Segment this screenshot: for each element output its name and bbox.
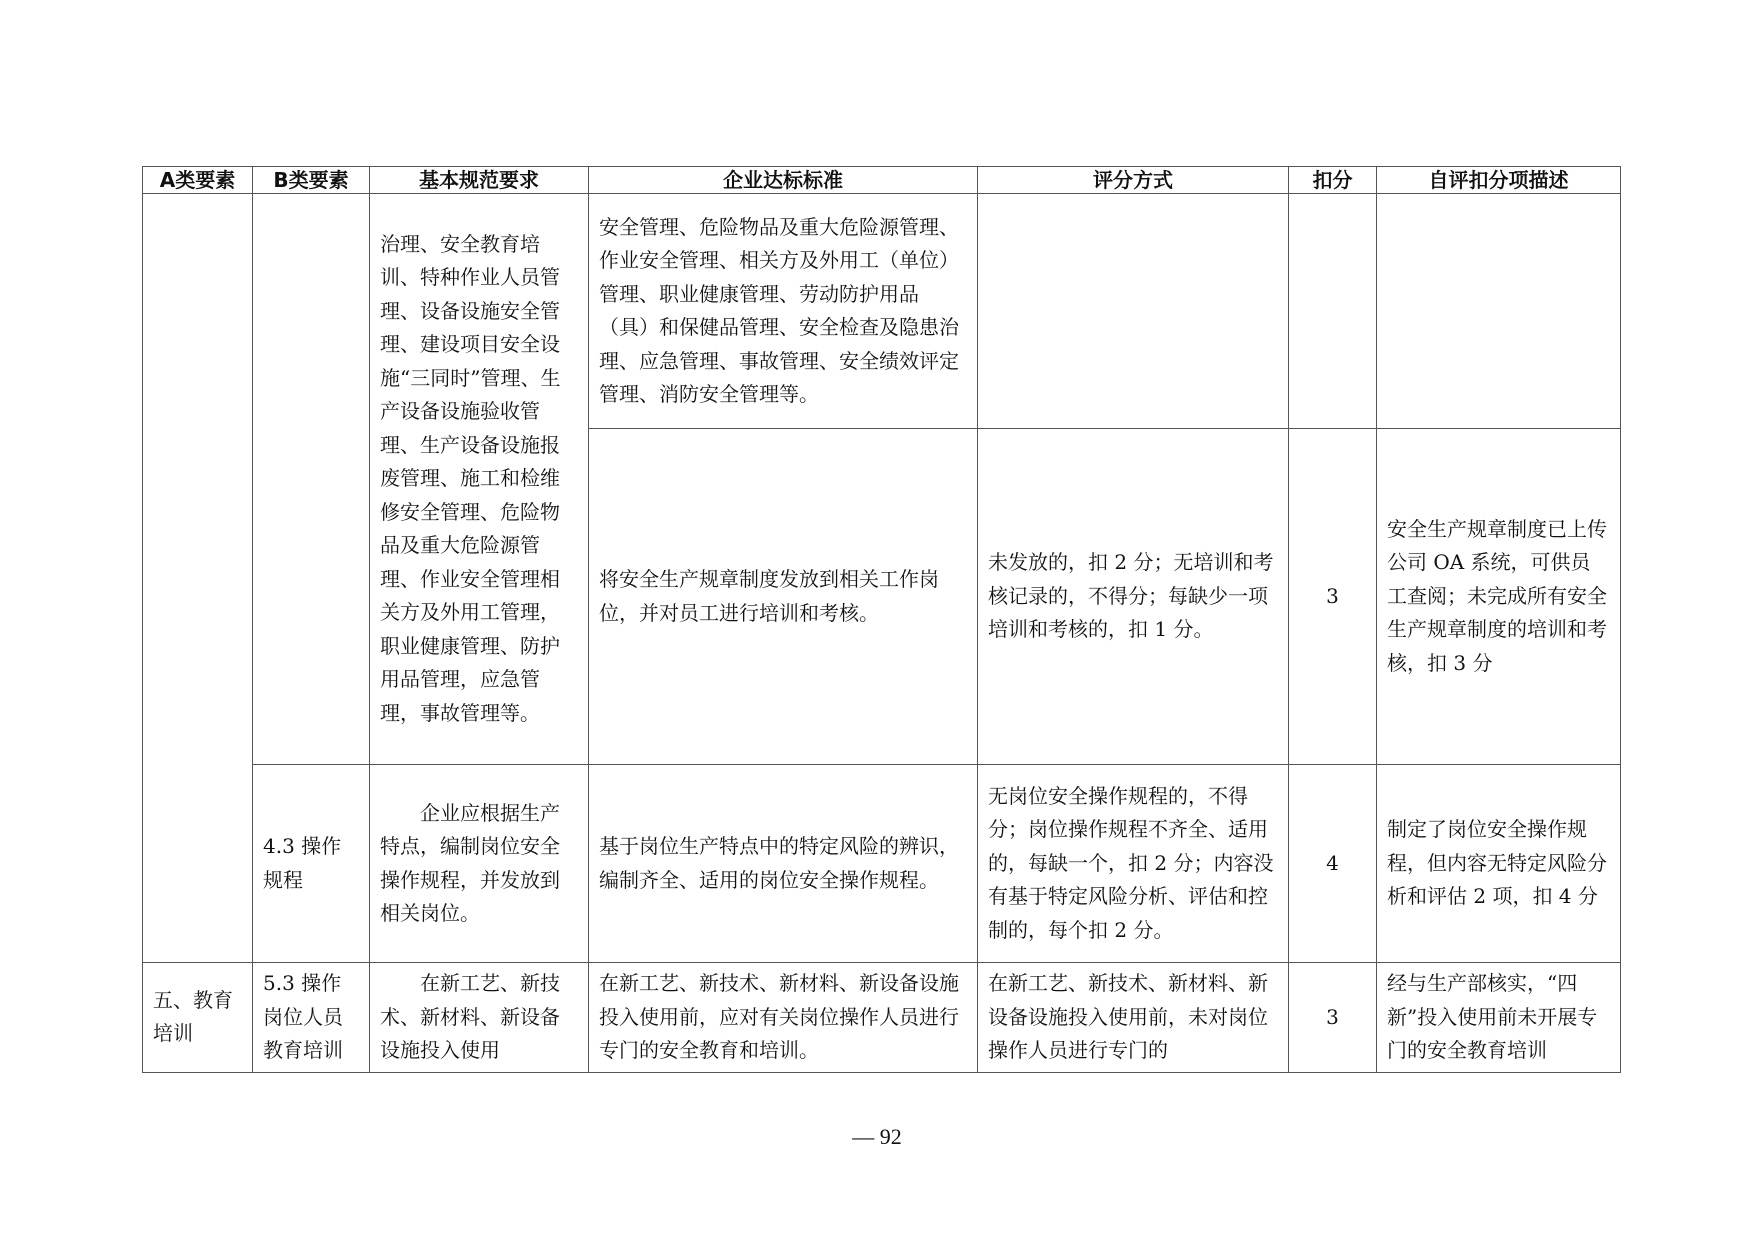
cell-self-assessment (1377, 194, 1621, 429)
cell-a-element-continued (143, 194, 253, 963)
cell-enterprise-standard: 在新工艺、新技术、新材料、新设备设施投入使用前，应对有关岗位操作人员进行专门的安全教育和培训。 (589, 963, 978, 1073)
cell-b-element: 5.3 操作岗位人员教育培训 (253, 963, 370, 1073)
cell-deduction: 4 (1289, 765, 1377, 963)
cell-enterprise-standard: 将安全生产规章制度发放到相关工作岗位，并对员工进行培训和考核。 (589, 429, 978, 765)
cell-self-assessment: 制定了岗位安全操作规程，但内容无特定风险分析和评估 2 项，扣 4 分 (1377, 765, 1621, 963)
cell-deduction: 3 (1289, 429, 1377, 765)
cell-scoring-method (978, 194, 1289, 429)
cell-scoring-method: 在新工艺、新技术、新材料、新设备设施投入使用前，未对岗位操作人员进行专门的 (978, 963, 1289, 1073)
cell-basic-requirement: 在新工艺、新技术、新材料、新设备设施投入使用 (370, 963, 589, 1073)
standards-table (142, 166, 1621, 1073)
header-enterprise-standard: 企业达标标准 (589, 167, 978, 194)
cell-scoring-method: 未发放的，扣 2 分；无培训和考核记录的，不得分；每缺少一项培训和考核的，扣 1 分。 (978, 429, 1289, 765)
header-b-element: B类要素 (253, 167, 370, 194)
table-row (143, 765, 1621, 963)
cell-self-assessment: 经与生产部核实，“四新”投入使用前未开展专门的安全教育培训 (1377, 963, 1621, 1073)
header-self-assessment: 自评扣分项描述 (1377, 167, 1621, 194)
cell-b-element: 4.3 操作规程 (253, 765, 370, 963)
table-row (143, 963, 1621, 1073)
header-row (143, 167, 1621, 194)
cell-enterprise-standard: 安全管理、危险物品及重大危险源管理、作业安全管理、相关方及外用工（单位）管理、职业健康管理、劳动防护用品（具）和保健品管理、安全检查及隐患治理、应急管理、事故管理、安全绩效评定管理、消防安全管理等。 (589, 194, 978, 429)
cell-a-element: 五、教育培训 (143, 963, 253, 1073)
cell-b-element-continued (253, 194, 370, 765)
page-number: — 92 (852, 1124, 902, 1149)
cell-self-assessment: 安全生产规章制度已上传公司 OA 系统，可供员工查阅；未完成所有安全生产规章制度的培训和考核，扣 3 分 (1377, 429, 1621, 765)
header-deduction: 扣分 (1289, 167, 1377, 194)
table-row (143, 194, 1621, 429)
cell-deduction (1289, 194, 1377, 429)
header-scoring-method: 评分方式 (978, 167, 1289, 194)
cell-basic-requirement: 企业应根据生产特点，编制岗位安全操作规程，并发放到相关岗位。 (370, 765, 589, 963)
header-a-element: A类要素 (143, 167, 253, 194)
cell-deduction: 3 (1289, 963, 1377, 1073)
header-basic-requirement: 基本规范要求 (370, 167, 589, 194)
cell-scoring-method: 无岗位安全操作规程的，不得分；岗位操作规程不齐全、适用的，每缺一个，扣 2 分；内容没有基于特定风险分析、评估和控制的，每个扣 2 分。 (978, 765, 1289, 963)
cell-enterprise-standard: 基于岗位生产特点中的特定风险的辨识，编制齐全、适用的岗位安全操作规程。 (589, 765, 978, 963)
cell-basic-requirement: 治理、安全教育培训、特种作业人员管理、设备设施安全管理、建设项目安全设施“三同时”管理、生产设备设施验收管理、生产设备设施报废管理、施工和检维修安全管理、危险物品及重大危险源管理、作业安全管理相关方及外用工管理，职业健康管理、防护用品管理，应急管理，事故管理等。 (370, 194, 589, 765)
